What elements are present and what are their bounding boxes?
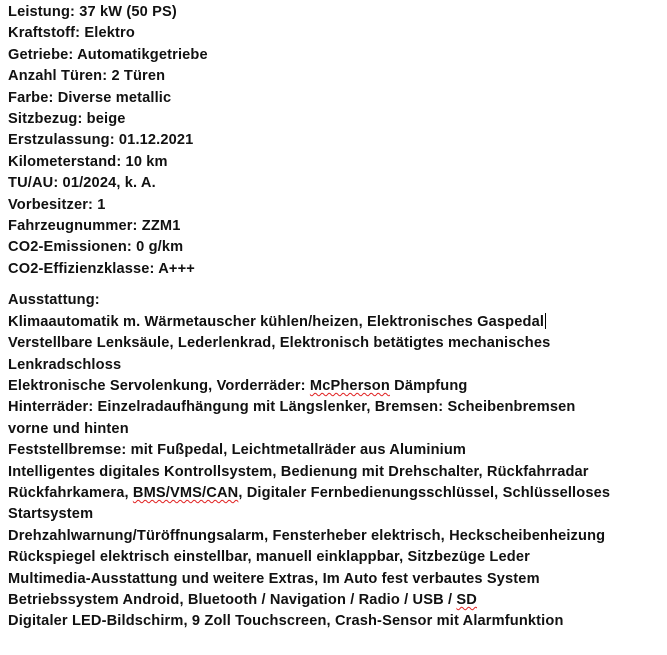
spec-vorbesitzer: Vorbesitzer: 1: [8, 196, 106, 213]
spec-farbe: Farbe: Diverse metallic: [8, 89, 172, 106]
spec-kraftstoff: Kraftstoff: Elektro: [8, 25, 135, 42]
spellcheck-word: SD: [456, 591, 477, 608]
spec-list: [8, 2, 663, 280]
spec-sitzbezug: Sitzbezug: beige: [8, 111, 126, 128]
equipment-text: Elektronische Servolenkung, Vorderräder:: [8, 377, 310, 394]
equipment-text: Klimaautomatik m. Wärmetauscher kühlen/heizen, Elektronisches Gaspedal: [8, 313, 545, 330]
spellcheck-word: McPherson: [309, 377, 390, 394]
spec-fahrzeugnummer: Fahrzeugnummer: ZZM1: [8, 218, 181, 235]
vehicle-description-document[interactable]: [8, 2, 663, 633]
equipment-text: Dämpfung: [389, 377, 468, 394]
spec-erstzulassung: Erstzulassung: 01.12.2021: [8, 132, 194, 149]
text-cursor: [545, 313, 546, 329]
equipment-text: , Digitaler Fernbedienungsschlüssel, Schlüsselloses Startsystem: [8, 484, 611, 523]
spec-kilometerstand: Kilometerstand: 10 km: [8, 153, 168, 170]
equipment-line: [8, 376, 663, 397]
spec-anzahl-tueren: Anzahl Türen: 2 Türen: [8, 68, 166, 85]
equipment-line: [8, 483, 618, 526]
equipment-line: [8, 590, 663, 611]
equipment-heading: Ausstattung:: [8, 292, 100, 309]
spec-getriebe: Getriebe: Automatikgetriebe: [8, 46, 208, 63]
paragraph-spacer: [8, 280, 663, 290]
spec-co2-effizienzklasse: CO2-Effizienzklasse: A+++: [8, 260, 195, 277]
equipment-line: Rückspiegel elektrisch einstellbar, manuell einklappbar, Sitzbezüge Leder: [8, 549, 530, 566]
equipment-section: [8, 290, 663, 633]
equipment-text: Rückfahrkamera,: [8, 484, 133, 501]
equipment-line: Drehzahlwarnung/Türöffnungsalarm, Fensterheber elektrisch, Heckscheibenheizung: [8, 527, 606, 544]
spec-co2-emissionen: CO2-Emissionen: 0 g/km: [8, 239, 184, 256]
equipment-text: Betriebssystem Android, Bluetooth / Navigation / Radio / USB /: [8, 591, 457, 608]
spec-leistung: Leistung: 37 kW (50 PS): [8, 4, 177, 20]
spec-tu-au: TU/AU: 01/2024, k. A.: [8, 175, 156, 192]
equipment-line: Hinterräder: Einzelradaufhängung mit Längslenker, Bremsen: Scheibenbremsen vorne und hinten: [8, 399, 576, 437]
spellcheck-word: BMS/VMS/CAN: [132, 484, 239, 501]
equipment-line: Feststellbremse: mit Fußpedal, Leichtmetallräder aus Aluminium: [8, 442, 467, 459]
equipment-line: [8, 312, 663, 333]
equipment-line: Multimedia-Ausstattung und weitere Extras, Im Auto fest verbautes System: [8, 570, 540, 587]
equipment-line: Intelligentes digitales Kontrollsystem, Bedienung mit Drehschalter, Rückfahrradar: [8, 463, 589, 480]
equipment-line: Digitaler LED-Bildschirm, 9 Zoll Touchscreen, Crash-Sensor mit Alarmfunktion: [8, 613, 564, 630]
equipment-line: Verstellbare Lenksäule, Lederlenkrad, Elektronisch betätigtes mechanisches Lenkradschloss: [8, 335, 551, 373]
